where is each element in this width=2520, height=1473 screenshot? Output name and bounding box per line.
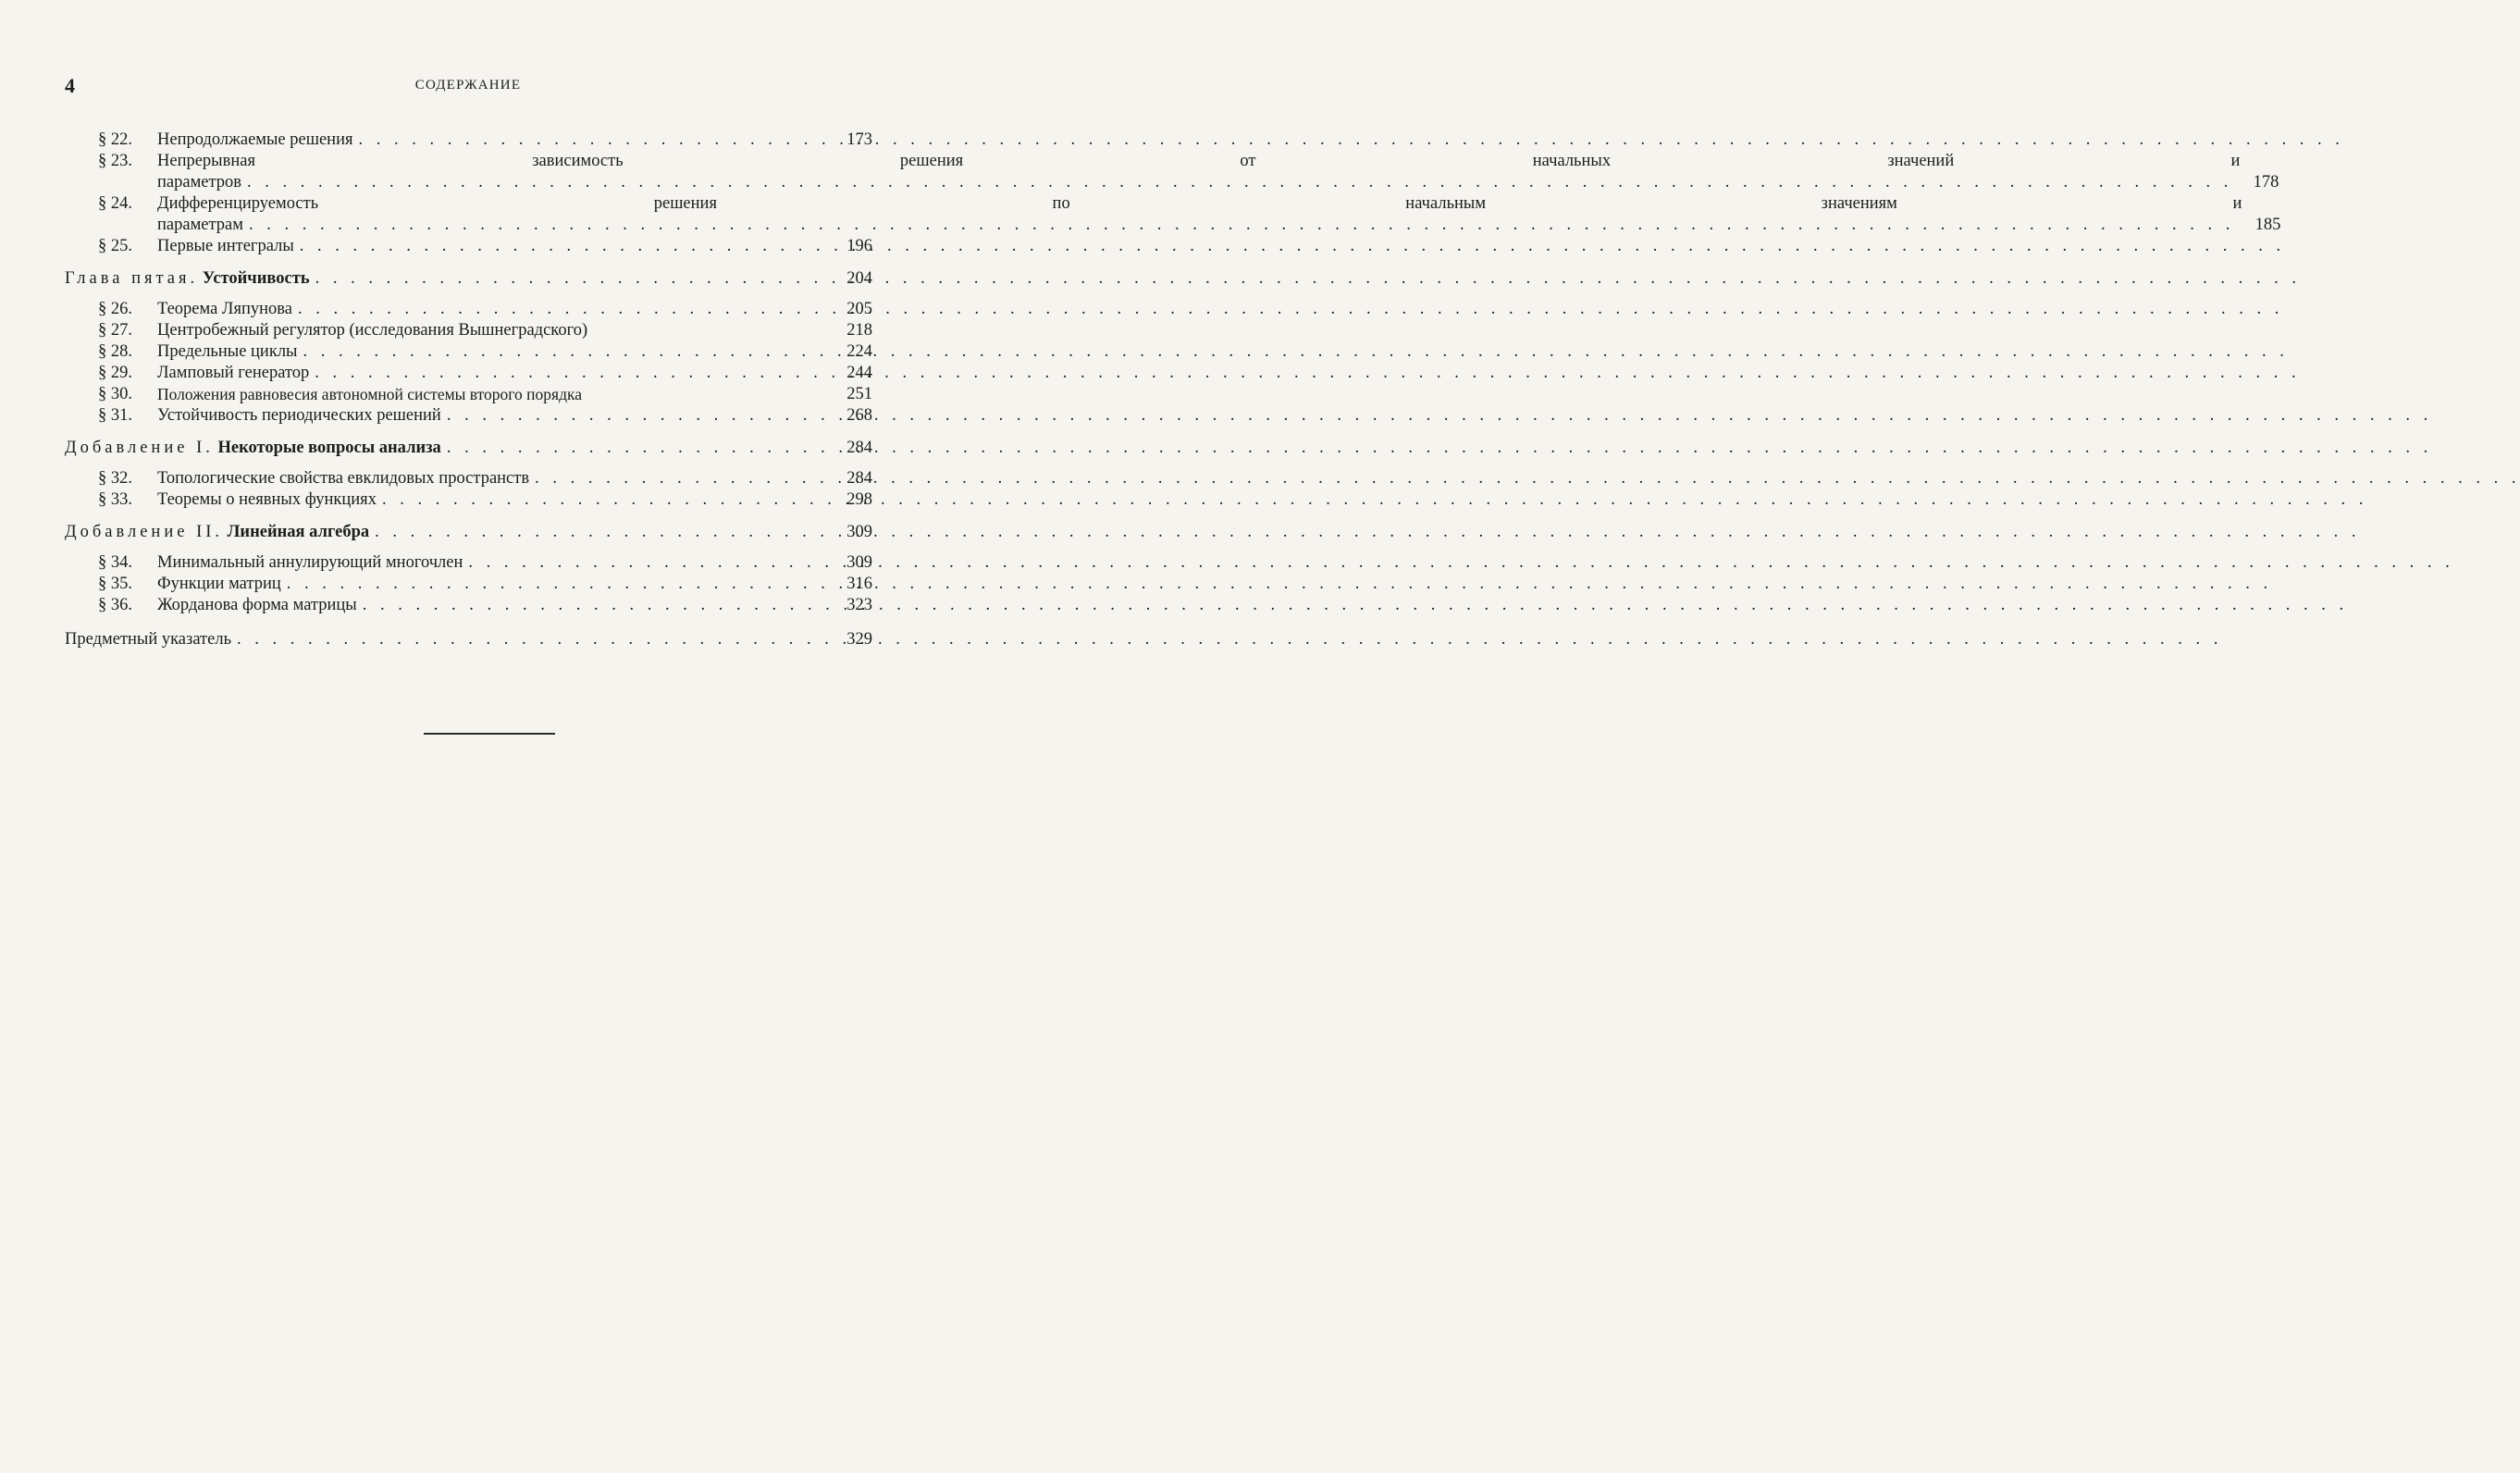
page-ref: 196 <box>846 237 872 255</box>
section-title-line2: параметров <box>157 173 242 192</box>
page-ref: 323 <box>846 596 872 614</box>
index-title: Предметный указатель <box>65 630 232 649</box>
toc-appendix-1[interactable] <box>65 438 872 459</box>
leader-dots <box>535 468 2520 489</box>
page-ref: 178 <box>2253 173 2279 192</box>
page-number: 4 <box>65 74 75 97</box>
toc-entry-35[interactable] <box>65 574 872 595</box>
toc-entry-36[interactable] <box>65 595 872 616</box>
section-number: § 24. <box>98 194 132 213</box>
section-number: § 26. <box>98 300 132 318</box>
page-header <box>65 74 871 102</box>
section-title: Функции матриц <box>157 575 281 593</box>
section-title: Центробежный регулятор (исследования Вышнеградского) <box>157 321 588 340</box>
leader-dots <box>315 268 2301 290</box>
section-number: § 22. <box>98 130 132 149</box>
appendix-prefix: Добавление II. <box>65 523 224 541</box>
toc-entry-27[interactable] <box>65 320 872 341</box>
leader-dots <box>303 341 2289 363</box>
page-ref: 251 <box>846 385 872 403</box>
leader-dots <box>300 236 2285 257</box>
toc-entry-30[interactable] <box>65 384 872 405</box>
section-title-line1: Дифференцируемость решения по начальным значениям и <box>157 194 2242 213</box>
leader-dots <box>315 363 2300 384</box>
page-ref: 205 <box>846 300 872 318</box>
section-title: Жорданова форма матрицы <box>157 596 357 614</box>
section-number: § 35. <box>98 575 132 593</box>
section-title: Первые интегралы <box>157 237 294 255</box>
leader-dots <box>247 172 2232 193</box>
page-ref: 309 <box>846 553 872 572</box>
leader-dots <box>375 522 2360 543</box>
section-title: Непродолжаемые решения <box>157 130 353 149</box>
leader-dots <box>298 299 2283 320</box>
page-ref: 244 <box>846 364 872 382</box>
section-number: § 31. <box>98 406 132 425</box>
chapter-prefix: Глава пятая. <box>65 269 199 288</box>
page-ref: 316 <box>846 575 872 593</box>
section-number: § 27. <box>98 321 132 340</box>
section-title: Ламповый генератор <box>157 364 310 382</box>
section-number: § 29. <box>98 364 132 382</box>
toc-entry-26[interactable] <box>65 299 872 320</box>
section-title: Положения равновесия автономной системы второго порядка <box>157 385 582 403</box>
leader-dots <box>468 552 2453 574</box>
section-title: Минимальный аннулирующий многочлен <box>157 553 463 572</box>
page-ref: 268 <box>846 406 872 425</box>
toc-entry-28[interactable] <box>65 341 872 363</box>
leader-dots <box>237 629 2222 650</box>
section-number: § 36. <box>98 596 132 614</box>
appendix-title: Линейная алгебра <box>227 523 370 541</box>
toc-entry-23[interactable] <box>65 151 2279 193</box>
section-title-line1: Непрерывная зависимость решения от начальных значений и <box>157 152 2241 170</box>
section-title: Теорема Ляпунова <box>157 300 292 318</box>
leader-dots <box>287 574 2272 595</box>
section-title: Предельные циклы <box>157 342 298 361</box>
section-number: § 23. <box>98 152 132 170</box>
page-ref: 309 <box>846 523 872 541</box>
leader-dots <box>382 489 2367 511</box>
section-number: § 30. <box>98 385 132 403</box>
toc-entry-25[interactable] <box>65 236 872 257</box>
appendix-title: Некоторые вопросы анализа <box>217 439 441 457</box>
leader-dots <box>447 438 2432 459</box>
leader-dots <box>249 215 2234 236</box>
end-rule <box>424 733 555 735</box>
toc-entry-34[interactable] <box>65 552 872 574</box>
section-title: Устойчивость периодических решений <box>157 406 441 425</box>
toc-entry-32[interactable] <box>65 468 872 489</box>
page-ref: 185 <box>2254 216 2281 234</box>
section-number: § 34. <box>98 553 132 572</box>
toc-appendix-2[interactable] <box>65 522 872 543</box>
page-ref: 173 <box>846 130 872 149</box>
section-title: Теоремы о неявных функциях <box>157 490 377 509</box>
toc-chapter-5[interactable] <box>65 268 872 290</box>
page-ref: 284 <box>846 439 872 457</box>
running-title: СОДЕРЖАНИЕ <box>414 78 522 93</box>
page-ref: 204 <box>846 269 872 288</box>
page-ref: 284 <box>846 469 872 488</box>
toc-entry-22[interactable] <box>65 130 872 151</box>
toc-entry-24[interactable] <box>65 193 2281 236</box>
leader-dots <box>363 595 2348 616</box>
appendix-prefix: Добавление I. <box>65 439 214 457</box>
section-number: § 33. <box>98 490 132 509</box>
section-number: § 32. <box>98 469 132 488</box>
section-title: Топологические свойства евклидовых пространств <box>157 469 530 488</box>
toc-index[interactable] <box>65 629 872 650</box>
section-number: § 25. <box>98 237 132 255</box>
page-ref: 329 <box>846 630 872 649</box>
toc-entry-29[interactable] <box>65 363 872 384</box>
page-ref: 224 <box>846 342 872 361</box>
section-title-line2: параметрам <box>157 216 243 234</box>
page-ref: 298 <box>846 490 872 509</box>
leader-dots <box>359 130 2344 151</box>
toc-entry-31[interactable] <box>65 405 872 427</box>
page-ref: 218 <box>846 321 872 340</box>
chapter-title: Устойчивость <box>202 269 310 288</box>
section-number: § 28. <box>98 342 132 361</box>
table-of-contents <box>65 130 2281 660</box>
toc-entry-33[interactable] <box>65 489 872 511</box>
leader-dots <box>447 405 2432 427</box>
